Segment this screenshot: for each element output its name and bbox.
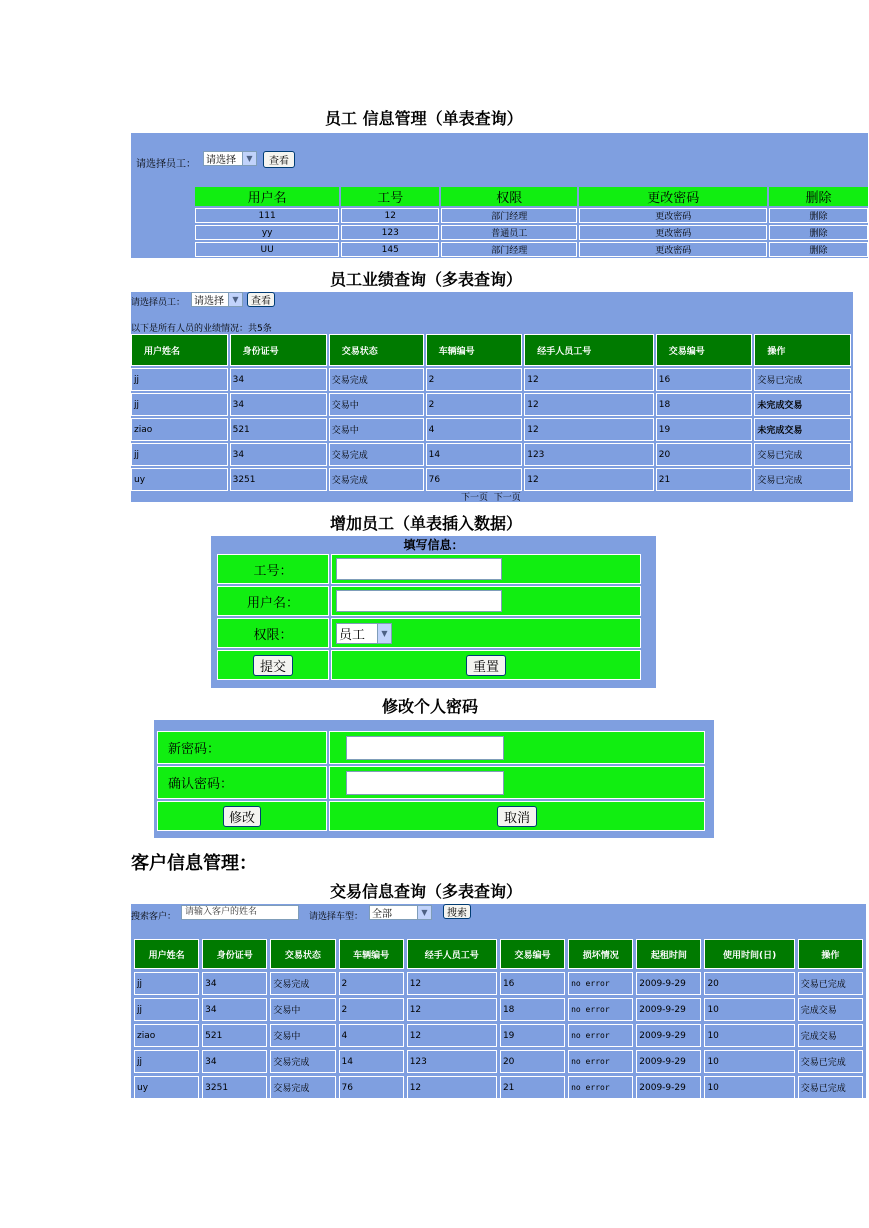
cell: 12	[524, 393, 654, 416]
modify-button[interactable]: 修改	[223, 806, 261, 827]
reset-button[interactable]: 重置	[466, 655, 506, 676]
performance-panel	[131, 292, 853, 502]
performance-table	[129, 332, 853, 493]
cell: 4	[426, 418, 523, 441]
delete-link[interactable]: 删除	[769, 242, 868, 257]
cell: 交易完成	[329, 443, 424, 466]
table-row	[131, 468, 851, 491]
table-row	[134, 998, 863, 1021]
cell: 18	[500, 998, 565, 1021]
chevron-down-icon: ▼	[377, 624, 391, 643]
cell: 普通员工	[441, 225, 577, 240]
form-row	[217, 554, 641, 584]
form-row	[217, 586, 641, 616]
role-label: 权限：	[217, 618, 329, 648]
cell: 34	[230, 368, 327, 391]
table-row	[195, 208, 868, 223]
cell: jj	[134, 972, 199, 995]
form-row	[157, 766, 705, 799]
employee-info-panel	[131, 133, 868, 258]
customer-heading: 客户信息管理：	[131, 853, 257, 874]
col-header: 删除	[769, 187, 868, 206]
col-header: 用户名	[195, 187, 339, 206]
col-header: 损坏情况	[568, 939, 633, 969]
employee-select-value: 请选择	[206, 155, 236, 166]
col-header: 更改密码	[579, 187, 767, 206]
employee-id-cell	[331, 554, 641, 584]
select-employee-label: 请选择员工：	[131, 298, 186, 308]
cell: 76	[339, 1076, 404, 1099]
confirm-password-cell	[329, 766, 705, 799]
cell: 18	[656, 393, 753, 416]
car-type-select[interactable]	[369, 905, 432, 920]
cell: jj	[134, 1050, 199, 1073]
submit-button[interactable]: 提交	[253, 655, 293, 676]
cell: 2009-9-29	[636, 1076, 701, 1099]
table-row	[131, 418, 851, 441]
cell: no error	[568, 1050, 633, 1073]
cell: jj	[134, 998, 199, 1021]
col-header: 交易状态	[270, 939, 335, 969]
cell: 2009-9-29	[636, 1024, 701, 1047]
cell: 20	[656, 443, 753, 466]
car-type-select-value: 全部	[372, 909, 392, 920]
cell: 2009-9-29	[636, 972, 701, 995]
action-cell: 交易已完成	[754, 468, 851, 491]
cell: 521	[230, 418, 327, 441]
cell: 2	[426, 368, 523, 391]
role-cell	[331, 618, 641, 648]
cell: 10	[704, 1076, 794, 1099]
cell: 10	[704, 1024, 794, 1047]
table-row	[131, 393, 851, 416]
table-row	[131, 368, 851, 391]
col-header: 操作	[798, 939, 863, 969]
pager-links[interactable]: 下一页 下一页	[461, 493, 521, 503]
cell: 2009-9-29	[636, 1050, 701, 1073]
complete-transaction-link[interactable]: 未完成交易	[754, 393, 851, 416]
col-header: 使用时间(日)	[704, 939, 794, 969]
cell: 部门经理	[441, 208, 577, 223]
cell: 10	[704, 998, 794, 1021]
cell: 14	[426, 443, 523, 466]
table-header-row	[134, 939, 863, 969]
table-row	[131, 443, 851, 466]
search-button[interactable]: 搜索	[443, 904, 471, 919]
cell: 12	[407, 972, 497, 995]
cell: 123	[524, 443, 654, 466]
cell: jj	[131, 368, 228, 391]
cell: 34	[202, 972, 267, 995]
cell: 2	[426, 393, 523, 416]
cell: no error	[568, 972, 633, 995]
search-input[interactable]: 请输入客户的姓名	[181, 905, 299, 920]
form-row	[217, 618, 641, 648]
employee-id-label: 工号：	[217, 554, 329, 584]
form-row	[157, 801, 705, 831]
cell: yy	[195, 225, 339, 240]
view-button[interactable]: 查看	[263, 151, 295, 168]
action-cell: 交易已完成	[798, 1050, 863, 1073]
cell: 交易完成	[329, 468, 424, 491]
confirm-password-label: 确认密码：	[157, 766, 327, 799]
section4-title: 修改个人密码	[382, 697, 479, 716]
delete-link[interactable]: 删除	[769, 208, 868, 223]
cell: no error	[568, 998, 633, 1021]
cell: 交易中	[270, 998, 335, 1021]
role-select-value: 员工	[339, 627, 366, 643]
cell: 交易完成	[270, 1050, 335, 1073]
cell: 16	[500, 972, 565, 995]
cell: 12	[341, 208, 439, 223]
cell: 14	[339, 1050, 404, 1073]
cell: 20	[500, 1050, 565, 1073]
cell: 521	[202, 1024, 267, 1047]
employee-select-value: 请选择	[194, 296, 224, 307]
cell: ziao	[131, 418, 228, 441]
cell: 12	[524, 368, 654, 391]
delete-link[interactable]: 删除	[769, 225, 868, 240]
col-header: 身份证号	[230, 334, 327, 366]
cell: 16	[656, 368, 753, 391]
change-password-link[interactable]: 更改密码	[579, 225, 767, 240]
employee-id-input[interactable]	[336, 558, 502, 580]
cell: 部门经理	[441, 242, 577, 257]
add-employee-panel	[211, 536, 656, 688]
cell: 交易中	[329, 393, 424, 416]
cell: 12	[524, 418, 654, 441]
search-customer-label: 搜索客户：	[131, 912, 177, 922]
section5-title: 交易信息查询（多表查询）	[330, 882, 523, 901]
cell: uy	[134, 1076, 199, 1099]
chevron-down-icon: ▼	[242, 152, 256, 165]
cell: uy	[131, 468, 228, 491]
col-header: 交易状态	[329, 334, 424, 366]
transaction-panel	[131, 904, 866, 1098]
chevron-down-icon: ▼	[228, 293, 242, 306]
cell: 2	[339, 972, 404, 995]
cell: 76	[426, 468, 523, 491]
new-password-input[interactable]	[346, 736, 504, 760]
form-header: 填写信息：	[403, 538, 464, 552]
col-header: 车辆编号	[339, 939, 404, 969]
modify-cell	[157, 801, 327, 831]
form-row	[217, 650, 641, 680]
col-header: 权限	[441, 187, 577, 206]
new-password-label: 新密码：	[157, 731, 327, 764]
action-cell: 交易已完成	[754, 368, 851, 391]
complete-transaction-link[interactable]: 完成交易	[798, 998, 863, 1021]
view-button[interactable]: 查看	[247, 292, 275, 307]
cell: 交易完成	[329, 368, 424, 391]
col-header: 工号	[341, 187, 439, 206]
cell: 3251	[230, 468, 327, 491]
cell: 145	[341, 242, 439, 257]
table-row	[195, 242, 868, 257]
cell: 4	[339, 1024, 404, 1047]
cell: 交易完成	[270, 1076, 335, 1099]
table-row	[134, 1076, 863, 1099]
complete-transaction-link[interactable]: 完成交易	[798, 1024, 863, 1047]
cell: 34	[230, 393, 327, 416]
cell: 交易完成	[270, 972, 335, 995]
role-select[interactable]	[336, 623, 392, 644]
col-header: 交易编号	[656, 334, 753, 366]
action-cell: 交易已完成	[754, 443, 851, 466]
chevron-down-icon: ▼	[417, 906, 431, 919]
cell: 12	[407, 998, 497, 1021]
cell: 19	[500, 1024, 565, 1047]
cell: 交易中	[329, 418, 424, 441]
employee-table	[193, 185, 869, 259]
table-row	[134, 972, 863, 995]
cell: 34	[202, 1050, 267, 1073]
reset-cell	[331, 650, 641, 680]
cell: UU	[195, 242, 339, 257]
col-header: 经手人员工号	[524, 334, 654, 366]
username-cell	[331, 586, 641, 616]
cell: 3251	[202, 1076, 267, 1099]
col-header: 用户姓名	[131, 334, 228, 366]
cell: 21	[656, 468, 753, 491]
change-password-link[interactable]: 更改密码	[579, 242, 767, 257]
car-type-label: 请选择车型：	[309, 912, 364, 922]
table-row	[195, 225, 868, 240]
cell: 20	[704, 972, 794, 995]
submit-cell	[217, 650, 329, 680]
cell: no error	[568, 1076, 633, 1099]
col-header: 操作	[754, 334, 851, 366]
summary-text: 以下是所有人员的业绩情况：共5条	[131, 324, 272, 334]
username-label: 用户名：	[217, 586, 329, 616]
cancel-button[interactable]: 取消	[497, 806, 537, 827]
col-header: 车辆编号	[426, 334, 523, 366]
table-header-row	[195, 187, 868, 206]
action-cell: 交易已完成	[798, 972, 863, 995]
col-header: 用户姓名	[134, 939, 199, 969]
cell: 111	[195, 208, 339, 223]
new-password-cell	[329, 731, 705, 764]
cell: 交易中	[270, 1024, 335, 1047]
cell: 123	[341, 225, 439, 240]
table-row	[134, 1024, 863, 1047]
col-header: 经手人员工号	[407, 939, 497, 969]
section3-title: 增加员工（单表插入数据）	[330, 514, 523, 533]
cancel-cell	[329, 801, 705, 831]
table-header-row	[131, 334, 851, 366]
cell: no error	[568, 1024, 633, 1047]
cell: 10	[704, 1050, 794, 1073]
cell: 19	[656, 418, 753, 441]
cell: 34	[230, 443, 327, 466]
section2-title: 员工业绩查询（多表查询）	[330, 270, 523, 289]
cell: jj	[131, 443, 228, 466]
col-header: 起租时间	[636, 939, 701, 969]
complete-transaction-link[interactable]: 未完成交易	[754, 418, 851, 441]
cell: 12	[524, 468, 654, 491]
section1-title: 员工 信息管理（单表查询）	[325, 109, 523, 128]
change-password-link[interactable]: 更改密码	[579, 208, 767, 223]
employee-select[interactable]	[203, 151, 257, 166]
cell: ziao	[134, 1024, 199, 1047]
cell: 123	[407, 1050, 497, 1073]
cell: 34	[202, 998, 267, 1021]
confirm-password-input[interactable]	[346, 771, 504, 795]
cell: 21	[500, 1076, 565, 1099]
cell: 12	[407, 1076, 497, 1099]
select-employee-label: 请选择员工：	[136, 159, 196, 170]
cell: jj	[131, 393, 228, 416]
change-password-panel	[154, 720, 714, 838]
change-password-form	[155, 729, 707, 833]
cell: 2009-9-29	[636, 998, 701, 1021]
add-employee-form	[215, 552, 643, 682]
action-cell: 交易已完成	[798, 1076, 863, 1099]
form-row	[157, 731, 705, 764]
employee-select[interactable]	[191, 292, 243, 307]
table-row	[134, 1050, 863, 1073]
col-header: 交易编号	[500, 939, 565, 969]
username-input[interactable]	[336, 590, 502, 612]
transaction-table	[131, 936, 866, 1102]
cell: 2	[339, 998, 404, 1021]
col-header: 身份证号	[202, 939, 267, 969]
cell: 12	[407, 1024, 497, 1047]
